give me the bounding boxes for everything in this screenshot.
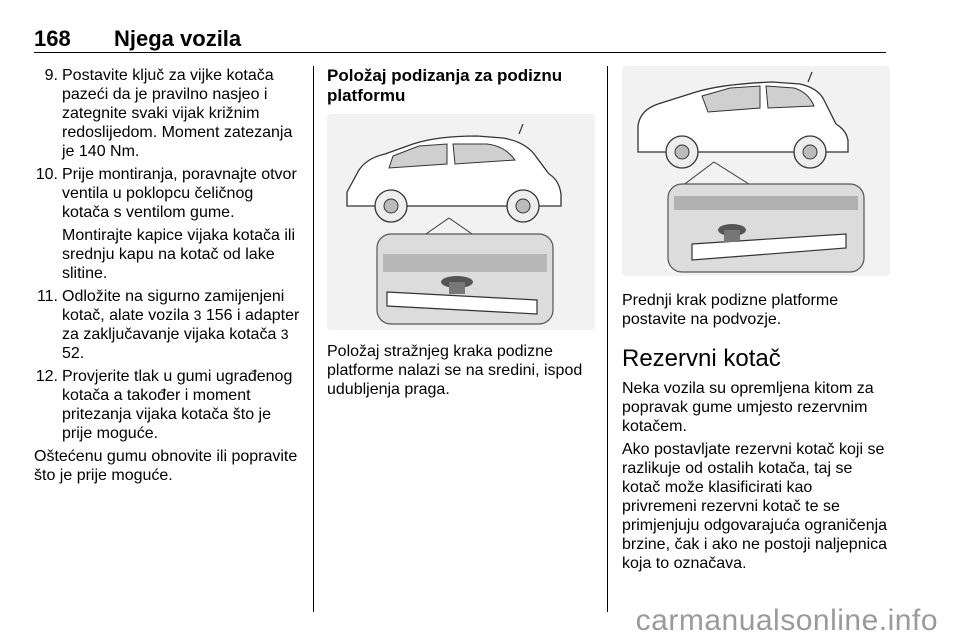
front-lift-point-illustration [622, 66, 890, 276]
middle-column [327, 66, 595, 106]
arrow-reference-icon: 3 [280, 326, 289, 342]
rear-lift-point-illustration [327, 114, 595, 330]
step-item [34, 287, 302, 363]
right-column [622, 291, 890, 573]
step-text: . [79, 345, 85, 362]
step-number: 11. [36, 288, 58, 305]
step-item [34, 165, 302, 283]
step-number: 9. [44, 67, 58, 84]
step-text: Provjerite tlak u gumi ugrađenog kotača a također i moment pritezanja vijaka kotača što je prije moguće. [62, 368, 293, 442]
rear-lift-caption: Položaj stražnjeg kraka podizne platforme nalazi se na sredini, ispod udubljenja praga. [327, 343, 583, 398]
step-subtext: Montirajte kapice vijaka kotača ili srednju kapu na kotač od lake slitine. [62, 227, 295, 282]
body-paragraph: Ako postavljate rezervni kotač koji se razlikuje od ostalih kotača, taj se kotač može klasificirati kao privremeni rezervni kotač te se primjenjuju odgovarajuća ograničenja brzine, čak i ako ne postoji naljepnica koja to označava. [622, 441, 888, 572]
chapter-title: Njega vozila [114, 26, 242, 51]
step-item [34, 367, 302, 443]
section-heading: Položaj podizanja za podiznu platformu [327, 66, 563, 105]
closing-paragraph: Oštećenu gumu obnovite ili popravite što je prije moguće. [34, 448, 298, 484]
car-front-lift-diagram [622, 66, 890, 276]
section-title: Rezervni kotač [622, 345, 781, 372]
step-text: Odložite na sigurno zamijenjeni kotač, alate vozila [62, 288, 285, 324]
arrow-reference-icon: 3 [193, 307, 202, 323]
watermark-text: carmanualsonline.info [635, 604, 938, 637]
page-header [34, 22, 886, 53]
body-paragraph: Neka vozila su opremljena kitom za popravak gume umjesto rezervnim kotačem. [622, 380, 874, 435]
front-lift-caption: Prednji krak podizne platforme postavite na podvozje. [622, 292, 839, 328]
step-text: Postavite ključ za vijke kotača pazeći da je pravilno nasjeo i zategnite svaki vijak križnim redoslijedom. Moment zatezanja je 140 Nm. [62, 67, 293, 160]
step-list [34, 66, 302, 443]
step-text: i adapter za zaključavanje vijaka kotača [62, 307, 300, 343]
step-number: 12. [35, 368, 58, 385]
page-reference-link[interactable]: 156 [205, 307, 233, 324]
column-divider [313, 66, 314, 612]
left-column [34, 66, 302, 485]
car-rear-lift-diagram [327, 114, 595, 330]
step-number: 10. [35, 166, 58, 183]
step-item [34, 66, 302, 161]
step-text: Prije montiranja, poravnajte otvor ventila u poklopcu čeličnog kotača s ventilom gume. [62, 166, 297, 221]
column-divider [607, 66, 608, 612]
page-reference-link[interactable]: 52 [62, 345, 80, 362]
page-number: 168 [34, 26, 71, 51]
